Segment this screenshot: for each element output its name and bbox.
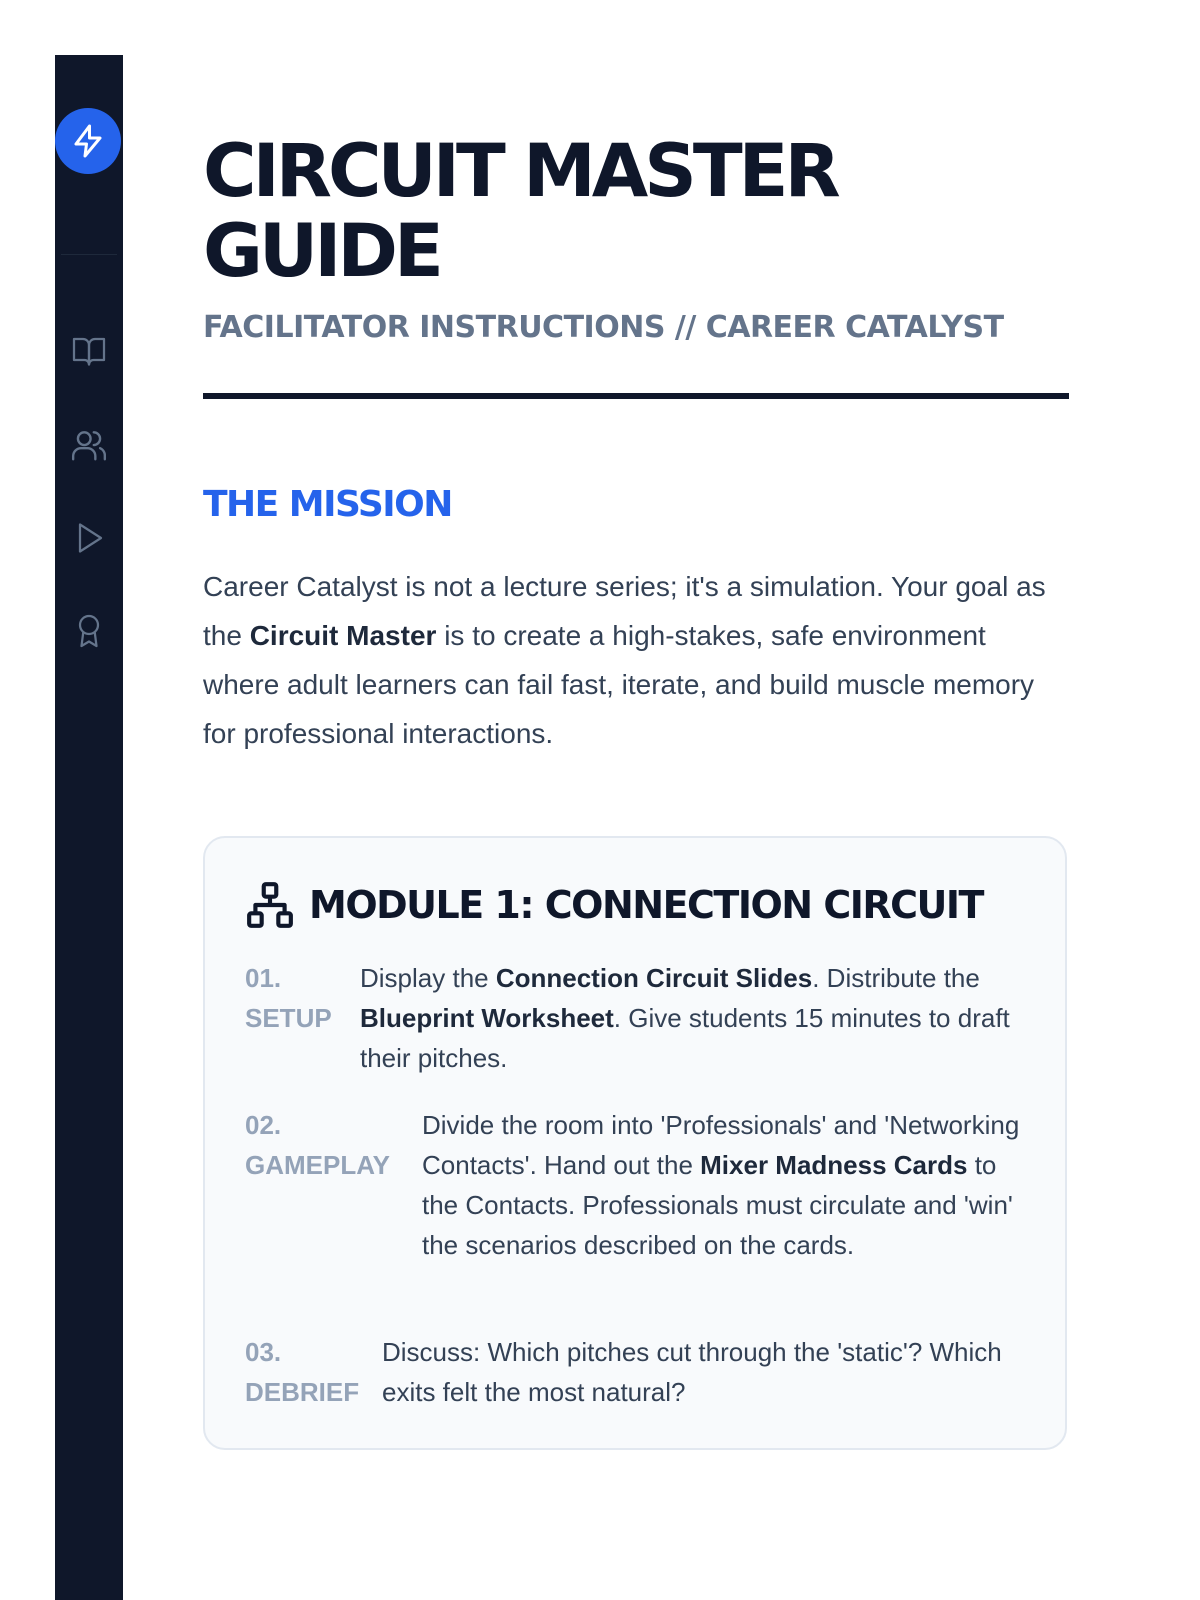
step-text — [422, 1105, 1022, 1265]
step-text-part: to the Contacts. Professionals must circulate and 'win' the scenarios described on the cards. — [422, 1150, 1013, 1260]
sidebar-item-users[interactable] — [69, 425, 109, 465]
step-label — [245, 1332, 382, 1412]
step-text — [360, 958, 1035, 1078]
step-number: 01. — [245, 963, 282, 993]
mission-text-bold: Circuit Master — [249, 620, 437, 651]
users-icon — [70, 426, 108, 464]
book-open-icon — [71, 333, 107, 369]
step-number: 03. — [245, 1337, 282, 1367]
module-title: MODULE 1: CONNECTION CIRCUIT — [309, 883, 983, 927]
step-debrief — [245, 1332, 1032, 1412]
step-number: 02. — [245, 1110, 282, 1140]
header-divider — [203, 393, 1069, 399]
step-text-bold: Blueprint Worksheet — [360, 1003, 614, 1033]
step-text-part: Divide the room into 'Professionals' and 'Networking Contacts'. Hand out the — [422, 1110, 1020, 1180]
mission-text-part-1: Career Catalyst is not a lecture series; it's a simulation. Your goal as the — [203, 571, 1046, 651]
step-text-bold: Connection Circuit Slides — [495, 963, 813, 993]
sidebar-item-book[interactable] — [69, 331, 109, 371]
sidebar-item-award[interactable] — [69, 611, 109, 651]
network-icon — [245, 880, 295, 930]
title-line-1: CIRCUIT MASTER — [203, 129, 837, 214]
lightning-bolt-icon — [70, 123, 106, 159]
play-icon — [71, 520, 107, 556]
sidebar-divider — [61, 254, 117, 255]
step-name: DEBRIEF — [245, 1377, 360, 1407]
module-header — [245, 880, 983, 930]
step-label — [245, 958, 360, 1078]
step-setup — [245, 958, 1035, 1078]
step-text — [382, 1332, 1032, 1412]
step-text-bold: Mixer Madness Cards — [700, 1150, 968, 1180]
step-text-part: . Distribute the — [812, 963, 980, 993]
step-name: SETUP — [245, 1003, 332, 1033]
step-text-part: . Give students 15 minutes to draft their pitches. — [360, 1003, 1010, 1073]
mission-text-part-2: is to create a high-stakes, safe environment where adult learners can fail fast, iterate, and build muscle memory for professional interactions. — [203, 620, 1035, 749]
logo-button[interactable] — [55, 108, 121, 174]
step-label — [245, 1105, 422, 1265]
page-subtitle: FACILITATOR INSTRUCTIONS // CAREER CATALYST — [203, 310, 1004, 345]
mission-text — [203, 562, 1069, 758]
step-text-part: Display the — [360, 963, 496, 993]
title-line-2: GUIDE — [203, 209, 440, 294]
step-name: GAMEPLAY — [245, 1150, 390, 1180]
award-icon — [71, 613, 107, 649]
page-title — [203, 129, 1083, 294]
mission-heading: THE MISSION — [203, 484, 452, 525]
step-gameplay — [245, 1105, 1022, 1265]
module-card — [203, 836, 1067, 1450]
sidebar-item-play[interactable] — [69, 518, 109, 558]
step-text-part: Discuss: Which pitches cut through the 'static'? Which exits felt the most natural? — [382, 1337, 1002, 1407]
sidebar — [55, 55, 123, 1600]
